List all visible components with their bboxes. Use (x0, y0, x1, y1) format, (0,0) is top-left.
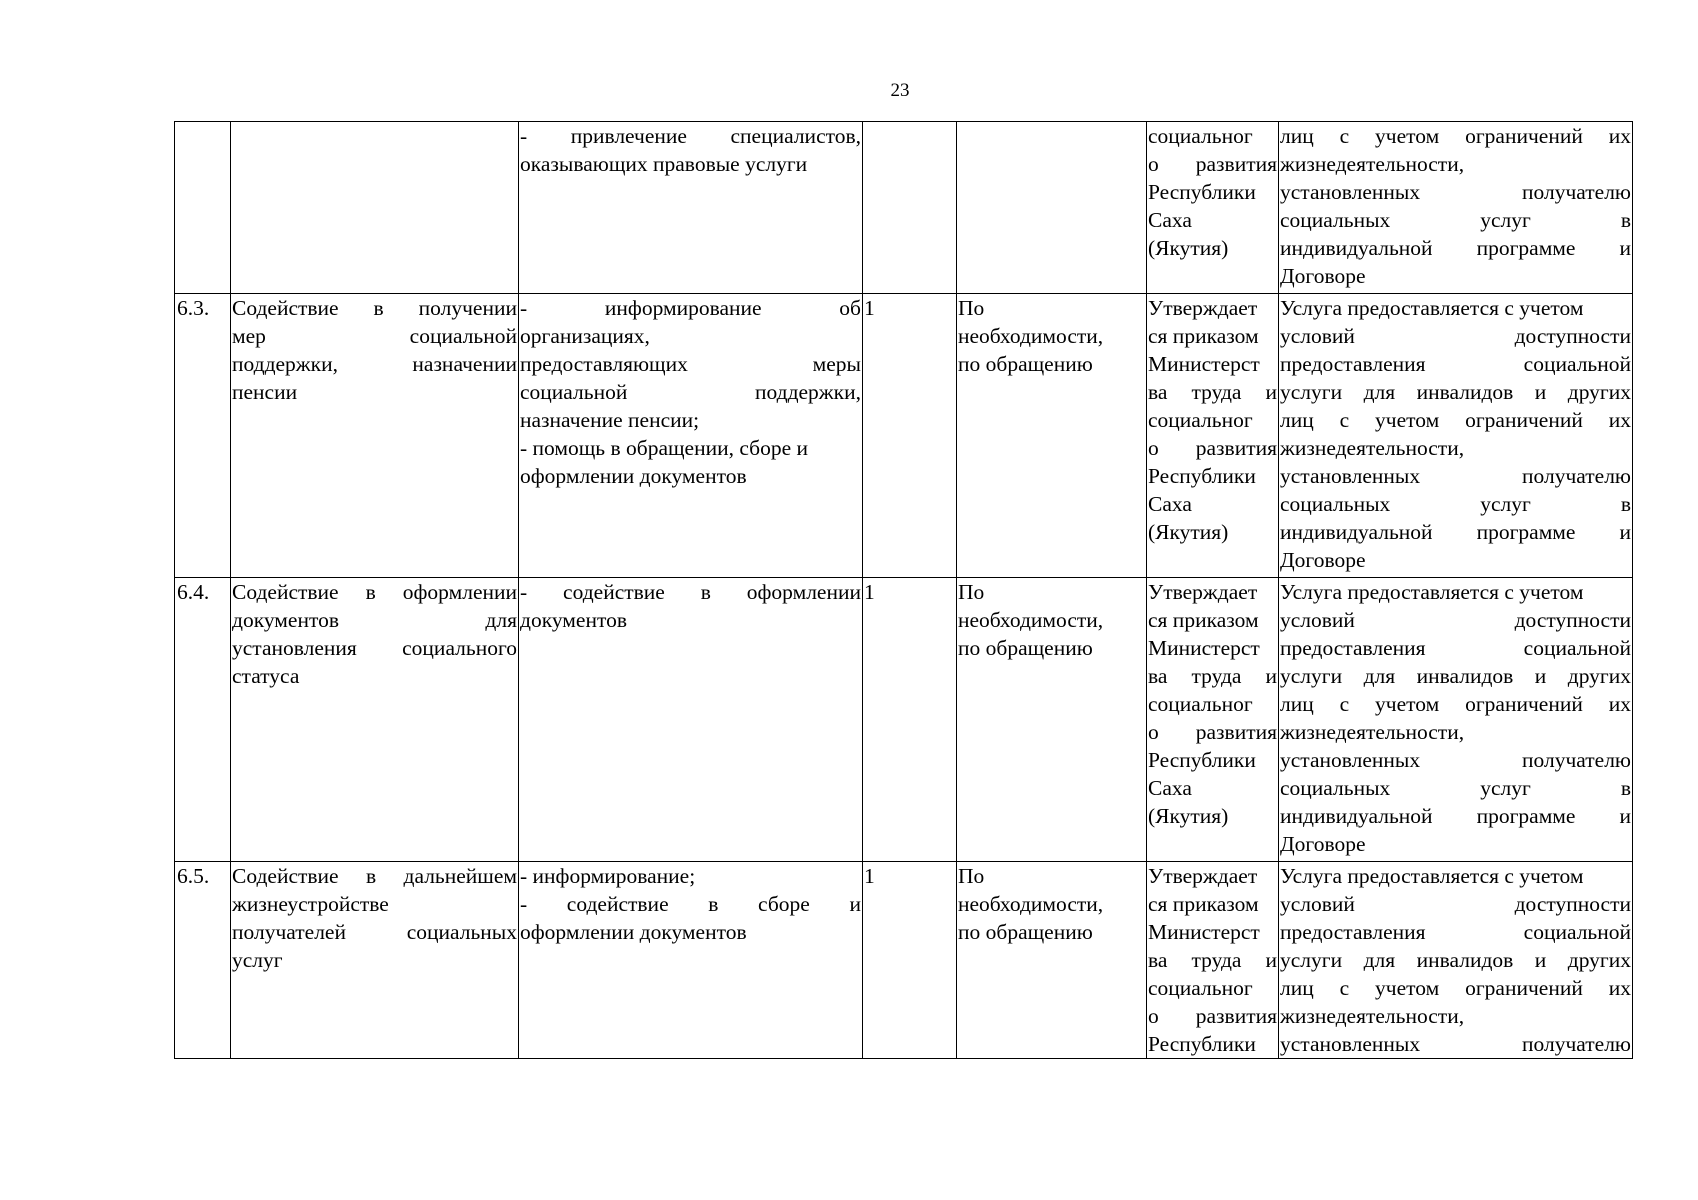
service-frequency-cell (957, 122, 1147, 294)
service-conditions-cell (1279, 294, 1633, 578)
text-line: услуги для инвалидов и других (1280, 664, 1631, 688)
text-line: По (958, 580, 985, 604)
text-line: поддержки, назначении (232, 352, 517, 376)
text-line: необходимости, (958, 324, 1104, 348)
service-volume-cell (863, 862, 957, 1059)
service-volume-cell (863, 578, 957, 862)
text-line: оказывающих правовые услуги (520, 152, 808, 176)
text-line: Услуга предоставляется с учетом (1280, 296, 1584, 320)
text-line: установленных получателю (1280, 180, 1631, 204)
text-line: по обращению (958, 636, 1093, 660)
service-name-cell (231, 862, 519, 1059)
service-conditions-cell (1279, 862, 1633, 1059)
text-line: назначение пенсии; (520, 408, 700, 432)
service-conditions-cell (1279, 578, 1633, 862)
text-line: Республики (1148, 748, 1256, 772)
text-line: по обращению (958, 920, 1093, 944)
service-standard-cell (1147, 862, 1279, 1059)
table-row (175, 578, 1633, 862)
text-line: социальной поддержки, (520, 380, 861, 404)
text-line: (Якутия) (1148, 804, 1229, 828)
text-line: условий доступности (1280, 608, 1631, 632)
text-line: Договоре (1280, 548, 1366, 572)
row-number: 6.3. (177, 296, 210, 320)
text-line: Республики (1148, 1032, 1256, 1056)
text-line: Договоре (1280, 832, 1366, 856)
text-line: получателей социальных (232, 920, 517, 944)
text-line: индивидуальной программе и (1280, 236, 1631, 260)
text-line: услуги для инвалидов и других (1280, 380, 1631, 404)
service-content-cell (519, 862, 863, 1059)
text-line: жизнедеятельности, (1280, 152, 1465, 176)
text-line: социальных услуг в (1280, 208, 1631, 232)
text-line: Республики (1148, 180, 1256, 204)
text-line: Саха (1148, 776, 1192, 800)
row-number: 6.5. (177, 864, 210, 888)
service-volume-cell (863, 294, 957, 578)
service-conditions-cell (1279, 122, 1633, 294)
text-line: По (958, 296, 985, 320)
row-number-cell (175, 122, 231, 294)
service-standard-cell (1147, 122, 1279, 294)
text-line: Министерст (1148, 636, 1260, 660)
text-line: (Якутия) (1148, 520, 1229, 544)
service-standard-cell (1147, 294, 1279, 578)
page-number: 23 (890, 80, 910, 101)
text-line: Министерст (1148, 352, 1260, 376)
service-name-cell (231, 578, 519, 862)
text-line: Утверждает (1148, 580, 1258, 604)
text-line: жизнеустройстве (232, 892, 389, 916)
text-line: жизнедеятельности, (1280, 436, 1465, 460)
service-frequency-cell (957, 294, 1147, 578)
service-name-cell (231, 122, 519, 294)
text-line: установленных получателю (1280, 464, 1631, 488)
text-line: мер социальной (232, 324, 517, 348)
text-line: предоставления социальной (1280, 352, 1631, 376)
text-line: документов для (232, 608, 517, 632)
text-line: социальног (1148, 124, 1253, 148)
text-line: установленных получателю (1280, 1032, 1631, 1056)
text-line: Республики (1148, 464, 1256, 488)
text-line: Договоре (1280, 264, 1366, 288)
text-line: организациях, (520, 324, 650, 348)
text-line: жизнедеятельности, (1280, 1004, 1465, 1028)
service-content-cell (519, 294, 863, 578)
text-line: социальног (1148, 408, 1253, 432)
text-line: документов (520, 608, 627, 632)
text-line: предоставления социальной (1280, 920, 1631, 944)
service-volume: 1 (864, 864, 875, 888)
text-line: (Якутия) (1148, 236, 1229, 260)
text-line: ся приказом (1148, 324, 1259, 348)
text-line: статуса (232, 664, 300, 688)
text-line: жизнедеятельности, (1280, 720, 1465, 744)
row-number-cell (175, 578, 231, 862)
text-line: необходимости, (958, 892, 1104, 916)
text-line: о развития (1148, 152, 1277, 176)
text-line: Министерст (1148, 920, 1260, 944)
text-line: Содействие в оформлении (232, 580, 517, 604)
service-frequency-cell (957, 862, 1147, 1059)
text-line: пенсии (232, 380, 298, 404)
text-line: установления социального (232, 636, 517, 660)
text-line: социальных услуг в (1280, 776, 1631, 800)
text-line: - помощь в обращении, сборе и (520, 436, 809, 460)
table-row (175, 122, 1633, 294)
service-content-cell (519, 578, 863, 862)
table-row (175, 294, 1633, 578)
text-line: Содействие в получении (232, 296, 517, 320)
text-line: - привлечение специалистов, (520, 124, 861, 148)
text-line: ва труда и (1148, 380, 1277, 404)
services-table (174, 121, 1633, 1059)
service-name-cell (231, 294, 519, 578)
text-line: По (958, 864, 985, 888)
text-line: лиц с учетом ограничений их (1280, 976, 1631, 1000)
text-line: - информирование; (520, 864, 696, 888)
text-line: условий доступности (1280, 892, 1631, 916)
text-line: предоставления социальной (1280, 636, 1631, 660)
text-line: оформлении документов (520, 464, 747, 488)
row-number-cell (175, 862, 231, 1059)
row-number: 6.4. (177, 580, 210, 604)
service-content-cell (519, 122, 863, 294)
text-line: предоставляющих меры (520, 352, 861, 376)
text-line: Содействие в дальнейшем (232, 864, 517, 888)
text-line: о развития (1148, 1004, 1277, 1028)
text-line: - информирование об (520, 296, 861, 320)
service-standard-cell (1147, 578, 1279, 862)
text-line: социальных услуг в (1280, 492, 1631, 516)
text-line: услуг (232, 948, 283, 972)
service-volume: 1 (864, 296, 875, 320)
text-line: ся приказом (1148, 608, 1259, 632)
text-line: индивидуальной программе и (1280, 520, 1631, 544)
text-line: Саха (1148, 208, 1192, 232)
text-line: - содействие в сборе и (520, 892, 861, 916)
text-line: ва труда и (1148, 948, 1277, 972)
text-line: о развития (1148, 720, 1277, 744)
text-line: по обращению (958, 352, 1093, 376)
row-number-cell (175, 294, 231, 578)
text-line: социальног (1148, 692, 1253, 716)
text-line: лиц с учетом ограничений их (1280, 692, 1631, 716)
text-line: условий доступности (1280, 324, 1631, 348)
text-line: ся приказом (1148, 892, 1259, 916)
text-line: индивидуальной программе и (1280, 804, 1631, 828)
text-line: о развития (1148, 436, 1277, 460)
text-line: Услуга предоставляется с учетом (1280, 864, 1584, 888)
service-frequency-cell (957, 578, 1147, 862)
text-line: социальног (1148, 976, 1253, 1000)
text-line: ва труда и (1148, 664, 1277, 688)
text-line: Утверждает (1148, 864, 1258, 888)
text-line: необходимости, (958, 608, 1104, 632)
service-volume-cell (863, 122, 957, 294)
text-line: оформлении документов (520, 920, 747, 944)
text-line: установленных получателю (1280, 748, 1631, 772)
text-line: лиц с учетом ограничений их (1280, 124, 1631, 148)
text-line: - содействие в оформлении (520, 580, 861, 604)
text-line: Утверждает (1148, 296, 1258, 320)
table-row (175, 862, 1633, 1059)
text-line: Услуга предоставляется с учетом (1280, 580, 1584, 604)
service-volume: 1 (864, 580, 875, 604)
text-line: Саха (1148, 492, 1192, 516)
text-line: услуги для инвалидов и других (1280, 948, 1631, 972)
text-line: лиц с учетом ограничений их (1280, 408, 1631, 432)
